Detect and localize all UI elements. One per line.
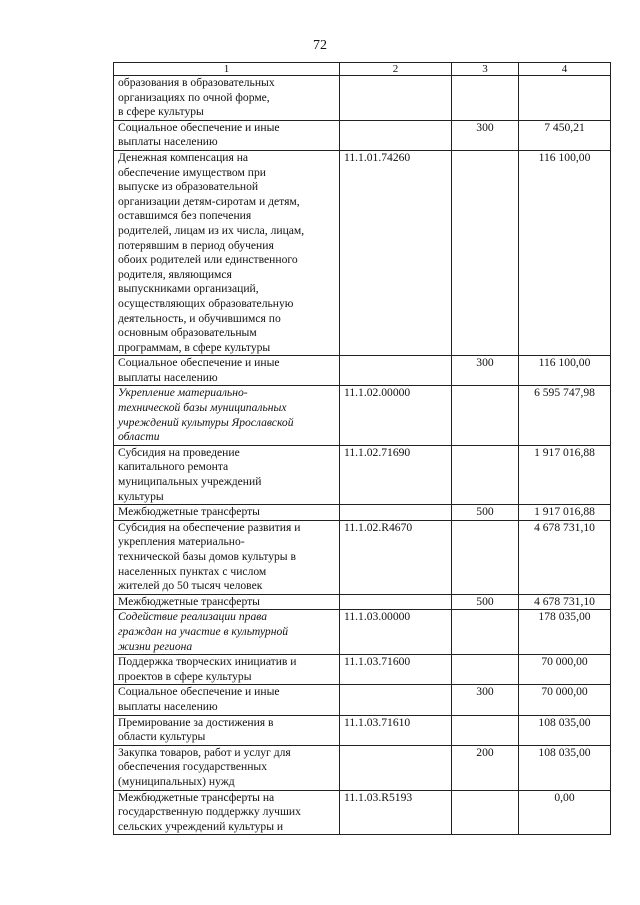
- row-code-cell: 11.1.02.00000: [340, 386, 452, 445]
- row-expense-type-cell: 300: [452, 356, 519, 386]
- row-name-cell: Субсидия на проведение капитального ремонта муниципальных учреждений культуры: [114, 445, 340, 504]
- row-code-cell: [340, 685, 452, 715]
- row-code-cell: 11.1.03.R5193: [340, 790, 452, 835]
- table-row: [114, 594, 611, 610]
- row-name-cell: Поддержка творческих инициатив и проектов в сфере культуры: [114, 655, 340, 685]
- row-expense-type-cell: [452, 715, 519, 745]
- table-row: [114, 356, 611, 386]
- table-row: [114, 685, 611, 715]
- table-row: [114, 76, 611, 121]
- row-expense-type-cell: [452, 610, 519, 655]
- row-expense-type-cell: 300: [452, 685, 519, 715]
- column-header-type: 3: [452, 63, 519, 76]
- row-name-cell: Межбюджетные трансферты: [114, 505, 340, 521]
- row-code-cell: 11.1.03.00000: [340, 610, 452, 655]
- table-row: [114, 745, 611, 790]
- table-header-row: [114, 63, 611, 76]
- row-code-cell: 11.1.02.71690: [340, 445, 452, 504]
- table-body: [114, 76, 611, 835]
- table-row: [114, 655, 611, 685]
- table-row: [114, 386, 611, 445]
- table-row: [114, 715, 611, 745]
- row-name-cell: Денежная компенсация на обеспечение имуществом при выпуске из образовательной организации детям-сиротам и детям, оставшимся без попечения родителей, лицам из их числа, лицам, потерявшим в период обучения обоих родителей или единственного родителя, являющимся выпускниками организаций, осуществляющих образовательную деятельность, и обучившимся по основным образовательным программам, в сфере культуры: [114, 150, 340, 355]
- row-name-cell: образования в образовательных организациях по очной форме, в сфере культуры: [114, 76, 340, 121]
- row-expense-type-cell: 500: [452, 505, 519, 521]
- table-row: [114, 610, 611, 655]
- row-amount-cell: 116 100,00: [519, 150, 611, 355]
- row-expense-type-cell: [452, 445, 519, 504]
- row-name-cell: Премирование за достижения в области культуры: [114, 715, 340, 745]
- row-amount-cell: 70 000,00: [519, 685, 611, 715]
- row-code-cell: [340, 505, 452, 521]
- row-expense-type-cell: [452, 790, 519, 835]
- row-amount-cell: 108 035,00: [519, 745, 611, 790]
- table-row: [114, 505, 611, 521]
- row-amount-cell: [519, 76, 611, 121]
- row-code-cell: 11.1.03.71600: [340, 655, 452, 685]
- row-code-cell: 11.1.03.71610: [340, 715, 452, 745]
- column-header-name: 1: [114, 63, 340, 76]
- table-row: [114, 790, 611, 835]
- row-code-cell: [340, 594, 452, 610]
- table-row: [114, 150, 611, 355]
- row-name-cell: Субсидия на обеспечение развития и укрепления материально- технической базы домов культуры в населенных пунктах с числом жителей до 50 тысяч человек: [114, 520, 340, 594]
- row-amount-cell: 178 035,00: [519, 610, 611, 655]
- row-code-cell: [340, 356, 452, 386]
- row-expense-type-cell: [452, 76, 519, 121]
- row-expense-type-cell: 500: [452, 594, 519, 610]
- row-expense-type-cell: 300: [452, 120, 519, 150]
- row-expense-type-cell: 200: [452, 745, 519, 790]
- table-row: [114, 520, 611, 594]
- row-name-cell: Межбюджетные трансферты на государственную поддержку лучших сельских учреждений культуры и: [114, 790, 340, 835]
- row-amount-cell: 116 100,00: [519, 356, 611, 386]
- row-expense-type-cell: [452, 655, 519, 685]
- row-amount-cell: 1 917 016,88: [519, 445, 611, 504]
- row-amount-cell: 108 035,00: [519, 715, 611, 745]
- table-row: [114, 445, 611, 504]
- row-name-cell: Закупка товаров, работ и услуг для обеспечения государственных (муниципальных) нужд: [114, 745, 340, 790]
- row-amount-cell: 4 678 731,10: [519, 520, 611, 594]
- table-row: [114, 120, 611, 150]
- page-number: 72: [313, 38, 327, 53]
- row-name-cell: Социальное обеспечение и иные выплаты населению: [114, 685, 340, 715]
- row-name-cell: Содействие реализации права граждан на участие в культурной жизни региона: [114, 610, 340, 655]
- row-name-cell: Социальное обеспечение и иные выплаты населению: [114, 356, 340, 386]
- row-code-cell: 11.1.02.R4670: [340, 520, 452, 594]
- column-header-code: 2: [340, 63, 452, 76]
- row-code-cell: 11.1.01.74260: [340, 150, 452, 355]
- row-code-cell: [340, 120, 452, 150]
- row-expense-type-cell: [452, 150, 519, 355]
- row-name-cell: Социальное обеспечение и иные выплаты населению: [114, 120, 340, 150]
- column-header-amount: 4: [519, 63, 611, 76]
- row-name-cell: Межбюджетные трансферты: [114, 594, 340, 610]
- row-amount-cell: 70 000,00: [519, 655, 611, 685]
- row-expense-type-cell: [452, 520, 519, 594]
- row-amount-cell: 1 917 016,88: [519, 505, 611, 521]
- row-amount-cell: 7 450,21: [519, 120, 611, 150]
- row-name-cell: Укрепление материально- технической базы муниципальных учреждений культуры Ярославской области: [114, 386, 340, 445]
- budget-table: [113, 62, 611, 835]
- row-amount-cell: 6 595 747,98: [519, 386, 611, 445]
- row-code-cell: [340, 745, 452, 790]
- row-amount-cell: 0,00: [519, 790, 611, 835]
- row-amount-cell: 4 678 731,10: [519, 594, 611, 610]
- row-expense-type-cell: [452, 386, 519, 445]
- row-code-cell: [340, 76, 452, 121]
